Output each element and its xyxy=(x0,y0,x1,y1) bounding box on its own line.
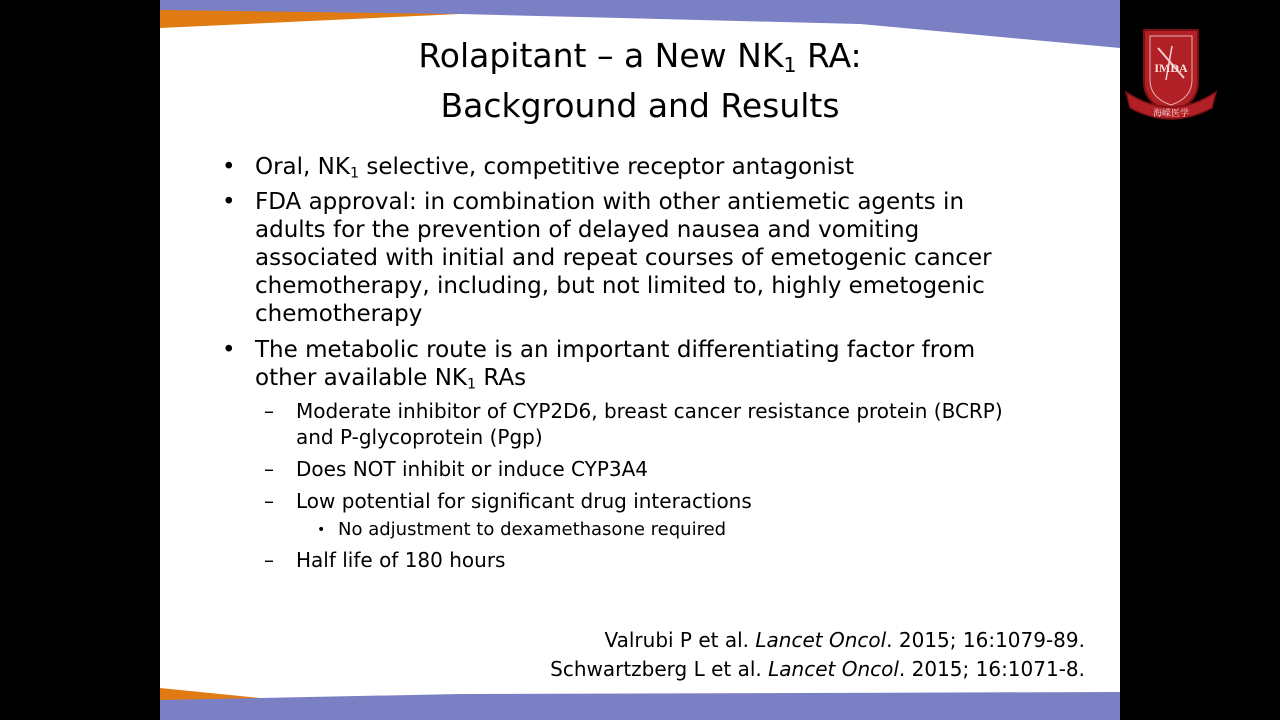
bullet-fda-approval: • FDA approval: in combination with other antiemetic agents in adults for the prevention of delayed nausea and vomiting associated with initial and repeat courses of emetogenic cancer chemotherapy, including, but not limited to, highly emetogenic chemotherapy xyxy=(222,189,992,327)
logo-caption: 海嵘医学 xyxy=(1152,109,1190,119)
bullet-marker: • xyxy=(317,522,326,538)
bullet-marker: • xyxy=(222,189,236,215)
slide xyxy=(160,0,1120,720)
logo-text: IMDA xyxy=(1154,61,1188,75)
subsubbullet-dexamethasone: • No adjustment to dexamethasone required xyxy=(317,519,727,540)
dash-marker: – xyxy=(264,399,274,423)
dash-marker: – xyxy=(264,489,274,513)
bottom-purple-band xyxy=(160,692,1120,720)
bullet-metabolic-route: • The metabolic route is an important differentiating factor from other available $NK_1$ RAs xyxy=(222,337,976,393)
dash-marker: – xyxy=(264,457,274,481)
reference-valrubi: Valrubi P et al. Lancet Oncol. 2015; 16:1079-89. xyxy=(604,628,1085,652)
dash-marker: – xyxy=(264,548,274,572)
subbullet-low-potential: – Low potential for significant drug interactions xyxy=(264,489,752,513)
slide-title-line2: Background and Results xyxy=(440,86,840,125)
bullet-oral-selective: • Oral, $NK_1$ selective, competitive receptor antagonist xyxy=(222,154,855,182)
subbullet-half-life: – Half life of 180 hours xyxy=(264,548,506,572)
reference-schwartzberg: Schwartzberg L et al. Lancet Oncol. 2015; 16:1071-8. xyxy=(550,657,1085,681)
subbullet-cyp3a4: – Does NOT inhibit or induce CYP3A4 xyxy=(264,457,649,481)
imda-logo xyxy=(1122,26,1220,126)
bullet-marker: • xyxy=(222,337,236,363)
subbullet-moderate-inhibitor: – Moderate inhibitor of CYP2D6, breast cancer resistance protein (BCRP) and P-glycoprotein (Pgp) xyxy=(264,399,1003,449)
bullet-marker: • xyxy=(222,154,236,180)
slide-title-line1: Rolapitant – a New $NK_1$ RA: xyxy=(418,36,862,78)
